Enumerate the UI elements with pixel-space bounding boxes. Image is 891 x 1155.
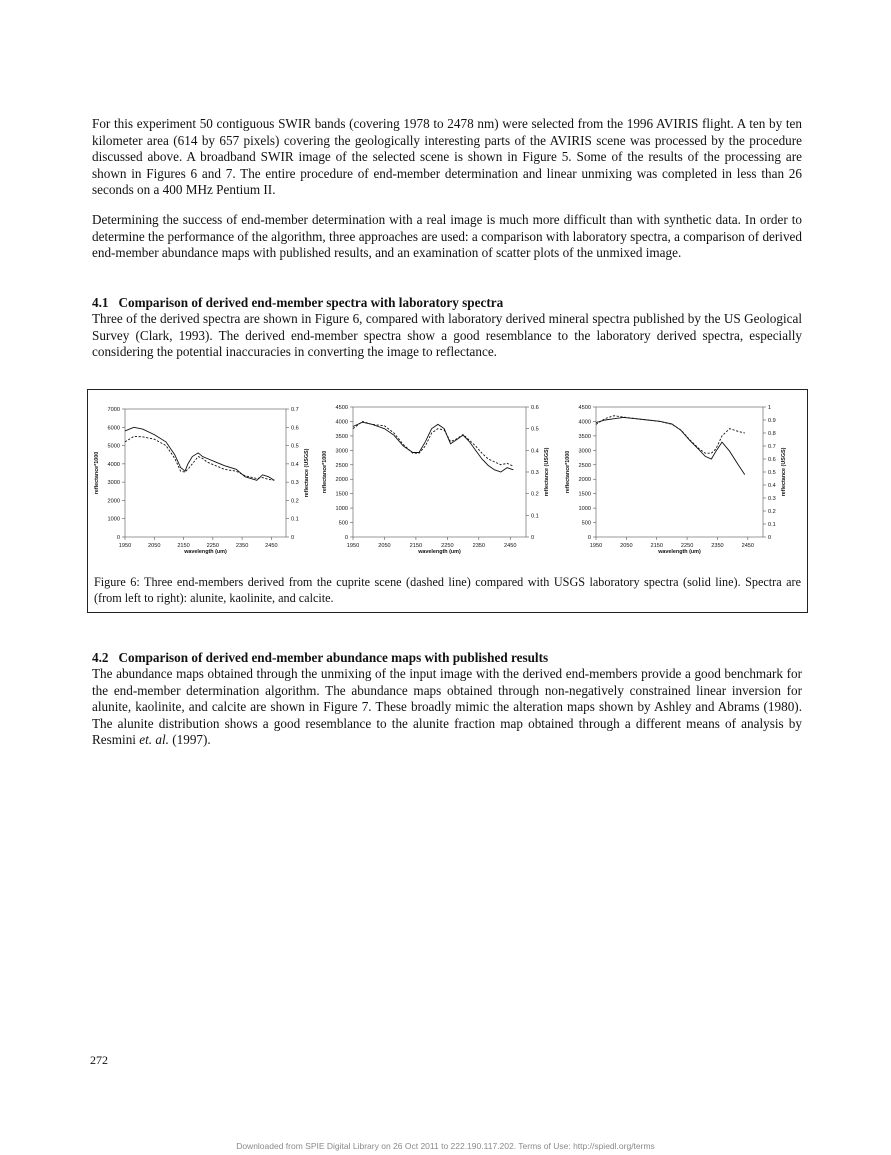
chart-2-x-axis-label: wavelength (um) bbox=[418, 549, 461, 555]
chart-3-y-tick-label: 500 bbox=[581, 520, 591, 527]
chart-2-y-tick-label: 2500 bbox=[335, 462, 348, 469]
chart-1-y2-axis-label: reflectance (USGS) bbox=[304, 448, 310, 498]
chart-1-x-tick-label: 2250 bbox=[206, 543, 220, 549]
chart-2-usgs-spectrum-line bbox=[353, 422, 513, 472]
chart-2-y2-tick-label: 0.2 bbox=[531, 491, 539, 498]
abundance-text-italic: et. al. bbox=[139, 732, 169, 748]
chart-3-y-tick-label: 2000 bbox=[578, 477, 591, 484]
chart-3-y2-tick-label: 0.5 bbox=[768, 470, 776, 476]
chart-3-y2-axis-label: reflectance (USGS) bbox=[781, 447, 787, 497]
chart-1-derived-spectrum-line bbox=[125, 436, 274, 480]
chart-3-y2-tick-label: 0 bbox=[768, 535, 772, 541]
chart-1-plot-area bbox=[125, 409, 286, 537]
chart-3-y-axis-label: reflectance*1000 bbox=[565, 450, 571, 494]
paragraph-evaluation-approaches: Determining the success of end-member determination with a real image is much more difficult than with synthetic data. In order to determine the performance of the algorithm, three approaches are used: a comparison with laboratory spectra, a comparison of derived end-member abundance maps with published results, and an examination of scatter plots of the unmixed image. bbox=[92, 212, 802, 261]
chart-1-y-tick-label: 4000 bbox=[107, 461, 120, 468]
chart-2-y-axis-label: reflectance*1000 bbox=[322, 450, 328, 494]
chart-3-y-tick-label: 1000 bbox=[578, 506, 591, 513]
chart-1-y2-tick-label: 0.5 bbox=[291, 443, 299, 450]
chart-2-y-tick-label: 1500 bbox=[335, 491, 348, 498]
chart-2-y-tick-label: 500 bbox=[338, 520, 348, 527]
chart-3-x-tick-label: 2250 bbox=[680, 543, 694, 549]
chart-2-x-tick-label: 2150 bbox=[409, 543, 423, 549]
section-title-4-1: Comparison of derived end-member spectra with laboratory spectra bbox=[118, 295, 504, 310]
chart-3-y-tick-label: 1500 bbox=[578, 491, 591, 498]
chart-2-y-tick-label: 0 bbox=[344, 535, 348, 541]
download-footer: Downloaded from SPIE Digital Library on 26 Oct 2011 to 222.190.117.202. Terms of Use: http://spiedl.org/terms bbox=[236, 1141, 655, 1151]
chart-3-y-tick-label: 0 bbox=[587, 535, 591, 541]
chart-1-y-tick-label: 3000 bbox=[107, 480, 120, 487]
chart-3-y2-tick-label: 0.9 bbox=[768, 418, 776, 424]
chart-2-x-tick-label: 2450 bbox=[504, 543, 517, 549]
chart-1-y-tick-label: 6000 bbox=[107, 425, 120, 432]
section-number-4-2: 4.2 bbox=[92, 650, 109, 665]
chart-3-y2-tick-label: 0.7 bbox=[768, 444, 776, 450]
chart-1-y2-tick-label: 0 bbox=[291, 535, 295, 541]
figure-6-charts bbox=[88, 390, 807, 572]
section-number-4-1: 4.1 bbox=[92, 295, 109, 310]
section-heading-4-1 bbox=[92, 295, 802, 311]
paragraph-spectra-comparison: Three of the derived spectra are shown in Figure 6, compared with laboratory derived mineral spectra published by the US Geological Survey (Clark, 1993). The derived end-member spectra show a good resemblance to the laboratory derived spectra, especially considering the potential inaccuracies in converting the image to reflectance. bbox=[92, 311, 802, 360]
section-title-4-2: Comparison of derived end-member abundance maps with published results bbox=[118, 650, 549, 665]
chart-2-x-tick-label: 2350 bbox=[472, 543, 486, 549]
chart-2-y-tick-label: 3000 bbox=[335, 448, 348, 455]
chart-1-x-tick-label: 2050 bbox=[148, 543, 161, 549]
chart-3-x-axis-label: wavelength (um) bbox=[658, 549, 701, 555]
chart-2-x-tick-label: 2050 bbox=[378, 543, 391, 549]
chart-1-y2-tick-label: 0.7 bbox=[291, 407, 299, 413]
chart-1-y-tick-label: 7000 bbox=[107, 407, 120, 413]
chart-3-y2-tick-label: 1 bbox=[768, 405, 772, 411]
chart-3-y2-tick-label: 0.3 bbox=[768, 496, 776, 502]
chart-3-plot-area bbox=[596, 407, 763, 537]
chart-1-x-tick-label: 2150 bbox=[177, 543, 190, 549]
chart-2-y-tick-label: 2000 bbox=[335, 477, 348, 484]
chart-3-x-tick-label: 2150 bbox=[650, 543, 663, 549]
chart-1-y-tick-label: 2000 bbox=[107, 498, 120, 505]
chart-1-y2-tick-label: 0.1 bbox=[291, 516, 299, 523]
paragraph-abundance-maps bbox=[92, 666, 802, 749]
paragraph-experiment-setup: For this experiment 50 contiguous SWIR bands (covering 1978 to 2478 nm) were selected from the 1996 AVIRIS flight. A ten by ten kilometer area (614 by 657 pixels) covering the geologically interesting parts of the AVIRIS scene was processed by the procedure discussed above. A broadband SWIR image of the selected scene is shown in Figure 5. Some of the results of the processing are shown in Figures 6 and 7. The entire procedure of end-member determination and linear unmixing was completed in less than 26 seconds on a 400 MHz Pentium II. bbox=[92, 116, 802, 198]
chart-3-y-tick-label: 3000 bbox=[578, 448, 591, 455]
chart-1-y2-tick-label: 0.4 bbox=[291, 461, 299, 468]
chart-2-y-tick-label: 3500 bbox=[335, 433, 348, 440]
chart-3-y2-tick-label: 0.8 bbox=[768, 431, 776, 437]
abundance-text-end: (1997). bbox=[168, 732, 211, 748]
chart-2-y2-tick-label: 0.6 bbox=[531, 405, 539, 411]
chart-1-y2-tick-label: 0.6 bbox=[291, 425, 299, 432]
chart-1-y2-tick-label: 0.2 bbox=[291, 498, 299, 505]
page-number: 272 bbox=[90, 1053, 108, 1067]
abundance-text-main: The abundance maps obtained through the unmixing of the input image with the derived end-members provide a good benchmark for the end-member determination algorithm. The abundance maps obtained through non-negatively constrained linear inversion for alunite, kaolinite, and calcite are shown in Figure 7. These broadly mimic the alteration maps shown by Ashley and Abrams (1980). The alunite distribution shows a good resemblance to the alunite fraction map obtained through a different means of analysis by Resmini bbox=[92, 666, 802, 748]
chart-2-x-tick-label: 1950 bbox=[346, 543, 360, 549]
chart-1-x-tick-label: 1950 bbox=[118, 543, 132, 549]
chart-1-y2-tick-label: 0.3 bbox=[291, 480, 299, 487]
chart-3-usgs-spectrum-line bbox=[596, 417, 745, 474]
chart-2-y2-tick-label: 0.3 bbox=[531, 470, 539, 476]
chart-2-y-tick-label: 4500 bbox=[335, 405, 348, 411]
chart-3-x-tick-label: 2350 bbox=[711, 543, 724, 549]
chart-1-x-tick-label: 2450 bbox=[265, 543, 278, 549]
chart-1-y-tick-label: 5000 bbox=[107, 443, 120, 450]
chart-1-y-tick-label: 1000 bbox=[107, 516, 120, 523]
chart-3-y2-tick-label: 0.1 bbox=[768, 522, 776, 528]
chart-3-y2-tick-label: 0.6 bbox=[768, 457, 776, 463]
chart-1-x-tick-label: 2350 bbox=[235, 543, 249, 549]
chart-3-x-tick-label: 1950 bbox=[589, 543, 603, 549]
figure-6 bbox=[87, 389, 808, 613]
chart-3-derived-spectrum-line bbox=[596, 416, 745, 454]
chart-2-y2-axis-label: reflectance (USGS) bbox=[544, 447, 550, 497]
chart-2-derived-spectrum-line bbox=[353, 421, 513, 466]
chart-2-y2-tick-label: 0 bbox=[531, 535, 535, 541]
chart-3-y-tick-label: 2500 bbox=[578, 462, 591, 469]
chart-2-y2-tick-label: 0.5 bbox=[531, 426, 539, 433]
chart-3-y-tick-label: 4000 bbox=[578, 419, 591, 426]
section-heading-4-2 bbox=[92, 650, 802, 666]
chart-3-y-tick-label: 3500 bbox=[578, 433, 591, 440]
chart-3-y2-tick-label: 0.2 bbox=[768, 509, 776, 515]
chart-3-y2-tick-label: 0.4 bbox=[768, 483, 776, 489]
chart-3-x-tick-label: 2050 bbox=[620, 543, 633, 549]
chart-2-y-tick-label: 4000 bbox=[335, 419, 348, 426]
chart-1-y-axis-label: reflectance*1000 bbox=[94, 451, 100, 495]
chart-1-usgs-spectrum-line bbox=[125, 427, 274, 480]
chart-1-y-tick-label: 0 bbox=[116, 535, 120, 541]
chart-2-x-tick-label: 2250 bbox=[441, 543, 454, 549]
figure-caption: Figure 6: Three end-members derived from the cuprite scene (dashed line) compared with USGS laboratory spectra (solid line). Spectra are (from left to right): alunite, kaolinite, and calcite. bbox=[94, 575, 801, 605]
chart-2-y-tick-label: 1000 bbox=[335, 506, 348, 513]
chart-2-y2-tick-label: 0.1 bbox=[531, 513, 539, 520]
chart-3-x-tick-label: 2450 bbox=[741, 543, 755, 549]
chart-3-y-tick-label: 4500 bbox=[578, 405, 591, 411]
chart-2-y2-tick-label: 0.4 bbox=[531, 448, 539, 455]
chart-1-x-axis-label: wavelength (um) bbox=[184, 549, 227, 555]
